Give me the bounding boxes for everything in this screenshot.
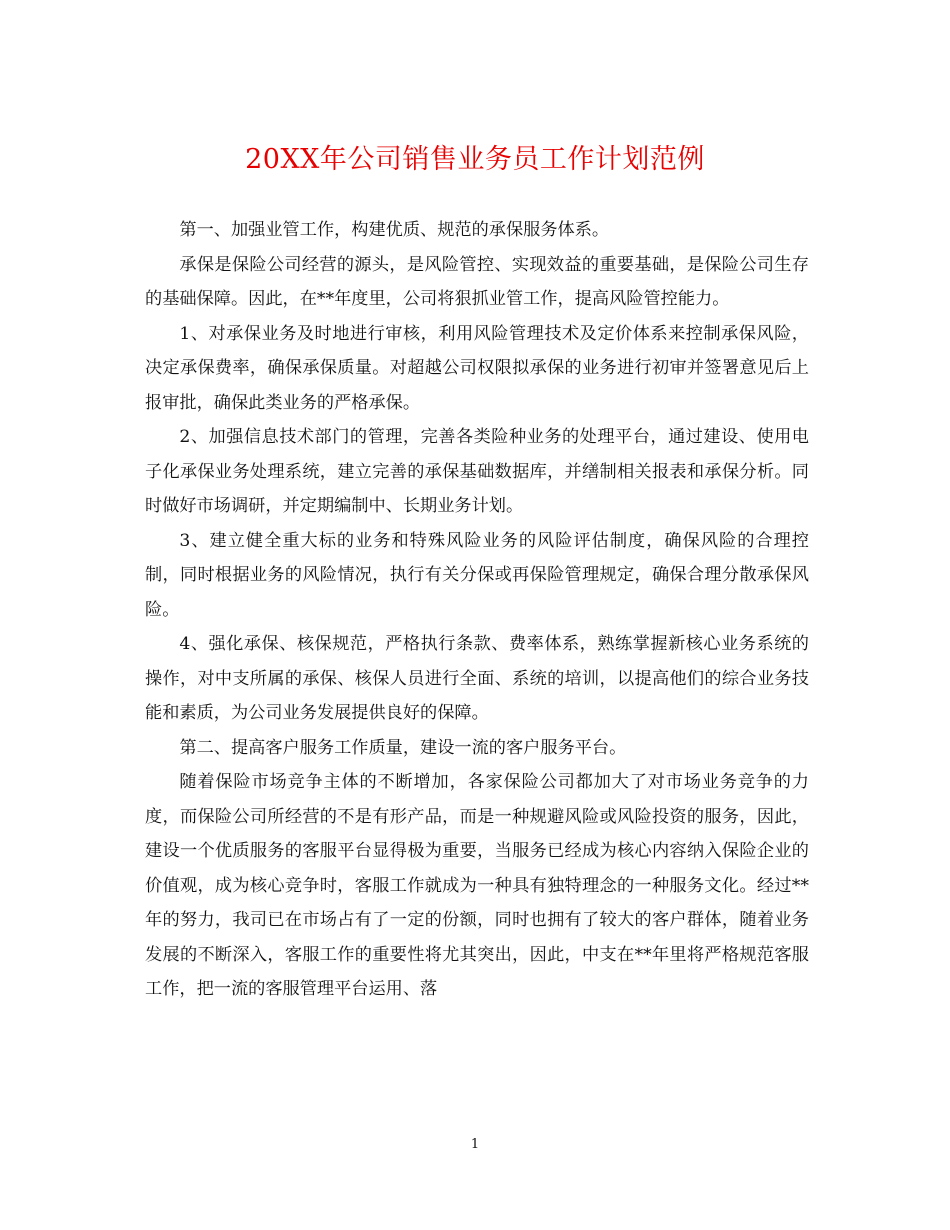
paragraph-intro: 承保是保险公司经营的源头，是风险管控、实现效益的重要基础，是保险公司生存的基础保障。因此，在**年度里，公司将狠抓业管工作，提高风险管控能力。 bbox=[145, 254, 809, 309]
document-body bbox=[145, 213, 809, 1007]
list-item-2: 2、加强信息技术部门的管理，完善各类险种业务的处理平台，通过建设、使用电子化承保业务处理系统，建立完善的承保基础数据库，并缮制相关报表和承保分析。同时做好市场调研，并定期编制中、长期业务计划。 bbox=[145, 427, 809, 516]
list-item-4: 4、强化承保、核保规范，严格执行条款、费率体系，熟练掌握新核心业务系统的操作，对中支所属的承保、核保人员进行全面、系统的培训，以提高他们的综合业务技能和素质，为公司业务发展提供良好的保障。 bbox=[145, 634, 809, 723]
section-heading-1: 第一、加强业管工作，构建优质、规范的承保服务体系。 bbox=[179, 220, 610, 240]
paragraph-customer-service: 随着保险市场竞争主体的不断增加，各家保险公司都加大了对市场业务竞争的力度，而保险公司所经营的不是有形产品，而是一种规避风险或风险投资的服务，因此，建设一个优质服务的客服平台显得极为重要，当服务已经成为核心内容纳入保险企业的价值观，成为核心竞争时，客服工作就成为一种具有独特理念的一种服务文化。经过**年的努力，我司已在市场占有了一定的份额，同时也拥有了较大的客户群体，随着业务发展的不断深入，客服工作的重要性将尤其突出，因此，中支在**年里将严格规范客服工作，把一流的客服管理平台运用、落 bbox=[145, 772, 809, 999]
list-item-3: 3、建立健全重大标的业务和特殊风险业务的风险评估制度，确保风险的合理控制，同时根据业务的风险情况，执行有关分保或再保险管理规定，确保合理分散承保风险。 bbox=[145, 530, 809, 620]
page-number: 1 bbox=[470, 1137, 480, 1152]
list-item-1: 1、对承保业务及时地进行审核，利用风险管理技术及定价体系来控制承保风险，决定承保费率，确保承保质量。对超越公司权限拟承保的业务进行初审并签署意见后上报审批，确保此类业务的严格承保。 bbox=[145, 323, 809, 413]
document-title: 20XX年公司销售业务员工作计划范例 bbox=[245, 144, 705, 175]
section-heading-2: 第二、提高客户服务工作质量，建设一流的客户服务平台。 bbox=[179, 737, 627, 758]
